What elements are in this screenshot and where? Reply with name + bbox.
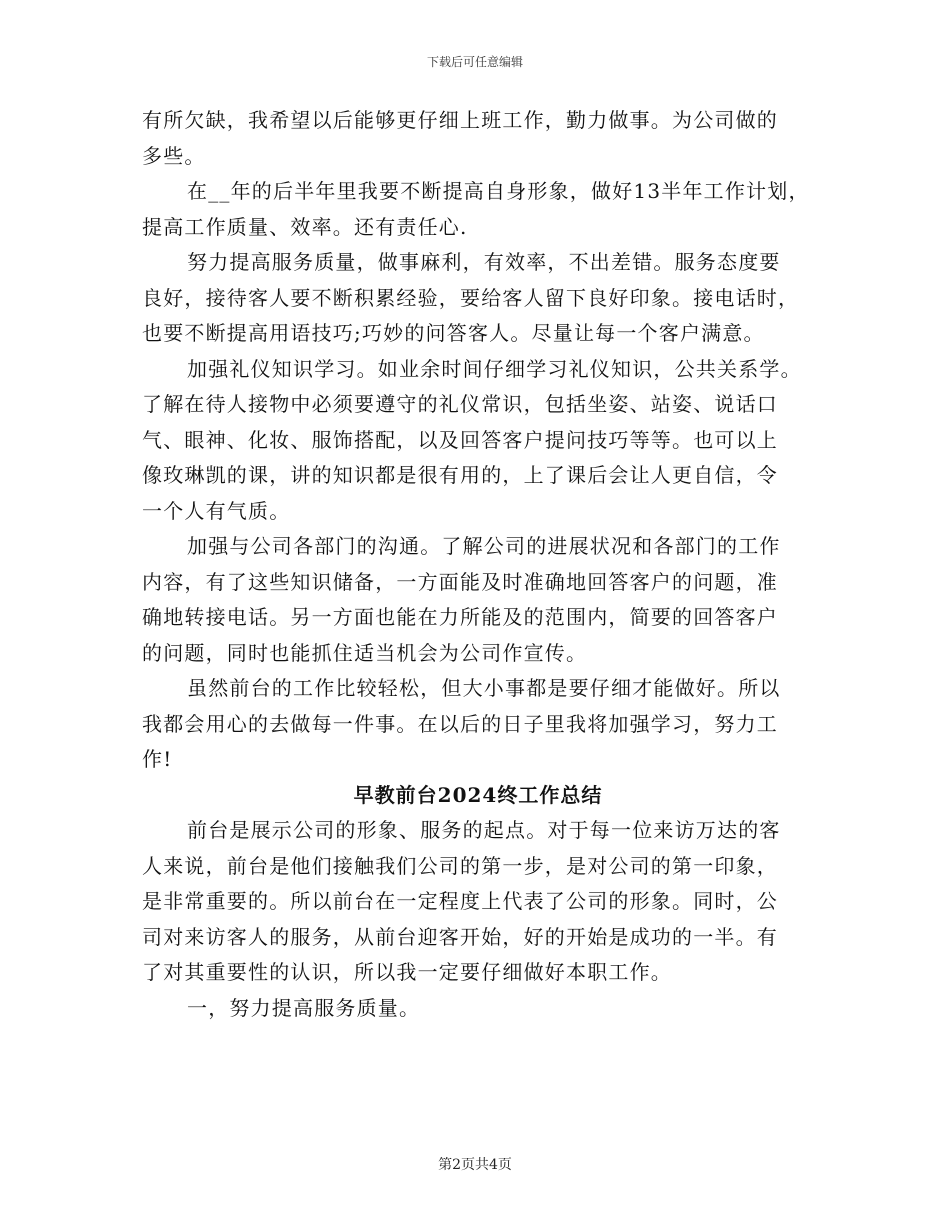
paragraph-line: 良好，接待客人要不断积累经验，要给客人留下良好印象。接电话时， xyxy=(142,285,800,310)
paragraph-line: 也要不断提高用语技巧;巧妙的问答客人。尽量让每一个客户满意。 xyxy=(142,321,765,345)
paragraph-line: 虽然前台的工作比较轻松，但大小事都是要仔细才能做好。所以 xyxy=(187,676,781,700)
paragraph-line: 有所欠缺，我希望以后能够更仔细上班工作，勤力做事。为公司做的 xyxy=(142,108,778,132)
paragraph-line: 多些。 xyxy=(142,143,206,168)
paragraph-line: 了对其重要性的认识，所以我一定要仔细做好本职工作。 xyxy=(142,960,672,984)
paragraph xyxy=(142,174,814,245)
paragraph-line: 提高工作质量、效率。还有责任心. xyxy=(142,214,468,239)
paragraph-line: 是非常重要的。所以前台在一定程度上代表了公司的形象。同时，公 xyxy=(142,889,778,913)
paragraph xyxy=(142,671,814,778)
paragraph xyxy=(142,352,814,530)
section-title: 早教前台2024终工作总结 xyxy=(353,782,603,807)
paragraph-line: 气、眼神、化妆、服饰搭配，以及回答客户提问技巧等等。也可以上 xyxy=(142,427,778,452)
paragraph-line: 加强礼仪知识学习。如业余时间仔细学习礼仪知识，公共关系学。 xyxy=(187,356,802,381)
paragraph-line: 我都会用心的去做每一件事。在以后的日子里我将加强学习，努力工 xyxy=(142,711,778,736)
paragraph-line: 一，努力提高服务质量。 xyxy=(187,995,421,1020)
document-body xyxy=(142,103,814,1026)
page-footer: 第2页共4页 xyxy=(438,1157,512,1173)
paragraph-line: 在__年的后半年里我要不断提高自身形象，做好13半年工作计划， xyxy=(187,179,810,203)
paragraph xyxy=(142,529,814,671)
paragraph-line: 了解在待人接物中必须要遵守的礼仪常识，包括坐姿、站姿、说话口 xyxy=(142,392,778,416)
paragraph xyxy=(142,245,814,352)
paragraph-line: 的问题，同时也能抓住适当机会为公司作宣传。 xyxy=(142,640,588,665)
paragraph xyxy=(142,813,814,991)
paragraph-line: 作! xyxy=(142,747,173,771)
paragraph-line: 一个人有气质。 xyxy=(142,498,291,523)
paragraphs-before-section xyxy=(142,103,814,778)
paragraphs-after-section xyxy=(142,813,814,1026)
page-header: 下载后可任意编辑 xyxy=(426,55,523,69)
paragraph xyxy=(142,991,814,1027)
paragraph-line: 前台是展示公司的形象、服务的起点。对于每一位来访万达的客 xyxy=(187,818,781,842)
paragraph-line: 加强与公司各部门的沟通。了解公司的进展状况和各部门的工作 xyxy=(187,534,781,558)
paragraph-line: 司对来访客人的服务，从前台迎客开始，好的开始是成功的一半。有 xyxy=(142,924,778,949)
paragraph-line: 人来说，前台是他们接触我们公司的第一步，是对公司的第一印象， xyxy=(142,853,778,878)
paragraph-line: 内容，有了这些知识储备，一方面能及时准确地回答客户的问题，准 xyxy=(142,569,778,594)
paragraph-line: 像玫琳凯的课，讲的知识都是很有用的，上了课后会让人更自信，令 xyxy=(142,463,778,487)
paragraph-line: 努力提高服务质量，做事麻利，有效率，不出差错。服务态度要 xyxy=(187,250,781,274)
paragraph xyxy=(142,103,814,174)
paragraph-line: 确地转接电话。另一方面也能在力所能及的范围内，简要的回答客户 xyxy=(142,605,778,629)
